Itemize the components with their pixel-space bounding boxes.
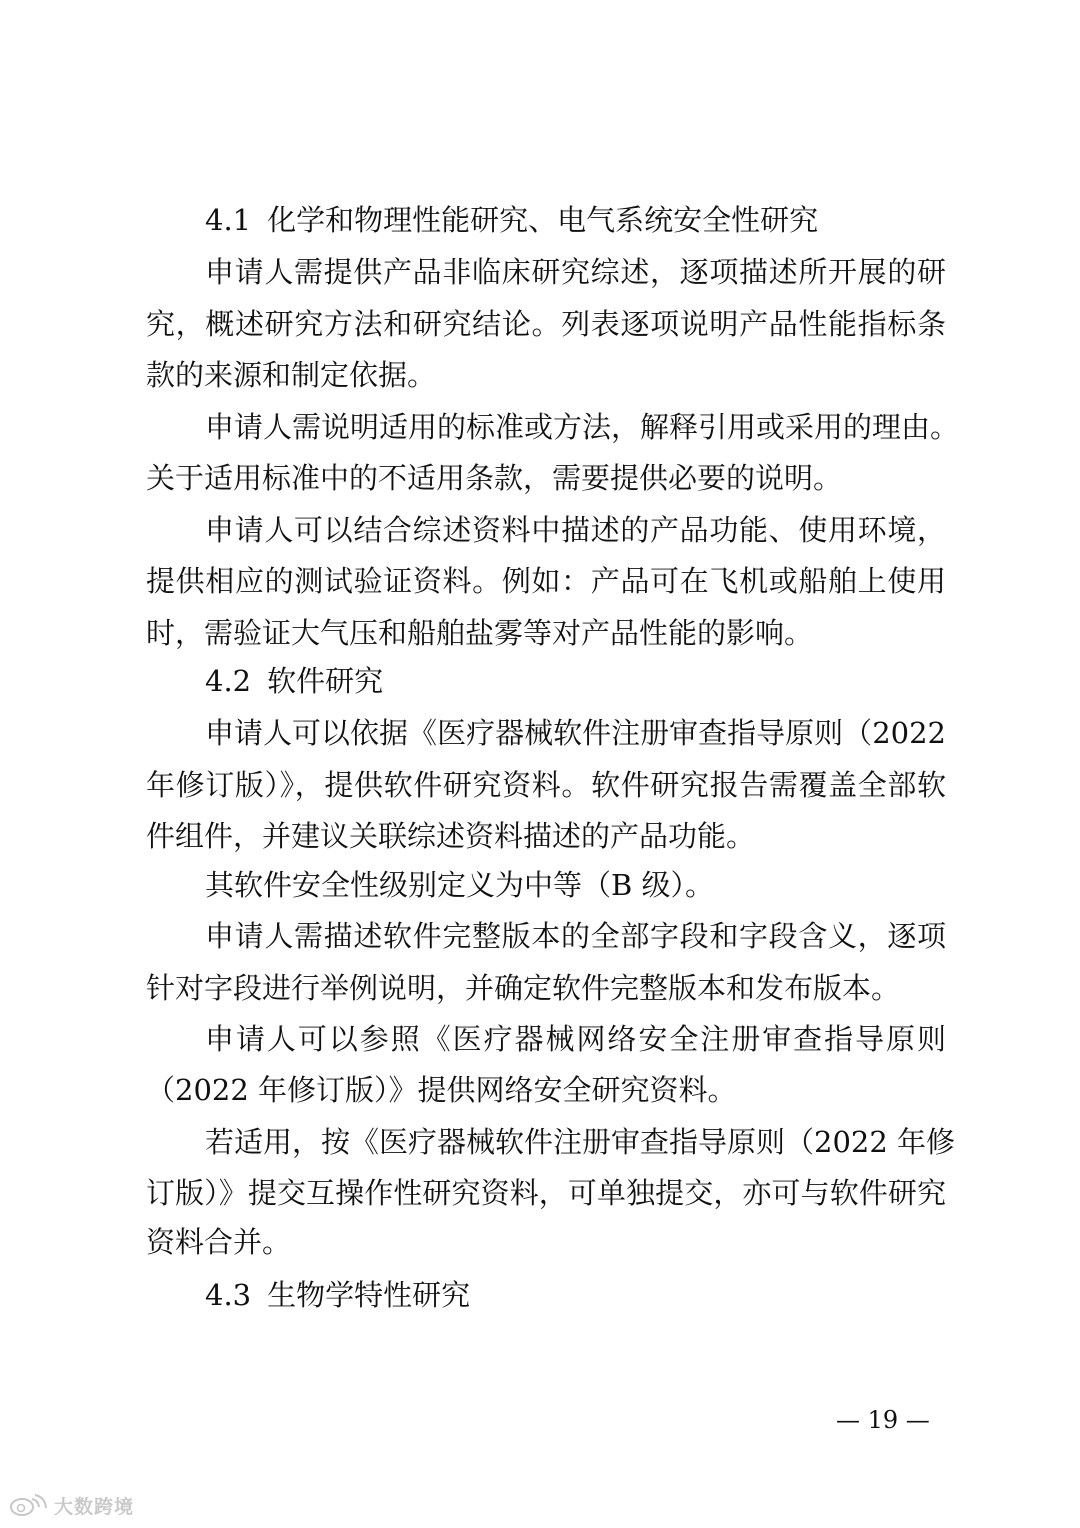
- section-number: 4.1: [205, 203, 252, 237]
- section-number: 4.3: [205, 1278, 252, 1312]
- paragraph-line: 其软件安全性级别定义为中等（B 级）。: [205, 868, 715, 902]
- paragraph-line: 针对字段进行举例说明，并确定软件完整版本和发布版本。: [146, 971, 901, 1005]
- paragraph-line: 件组件，并建议关联综述资料描述的产品功能。: [146, 819, 756, 853]
- paragraph-line: 提供相应的测试验证资料。例如：产品可在飞机或船舶上使用: [146, 564, 946, 598]
- section-number: 4.2: [205, 664, 252, 698]
- paragraph-line: 申请人需描述软件完整版本的全部字段和字段含义，逐项: [205, 919, 946, 953]
- paragraph-line: 资料合并。: [146, 1225, 292, 1259]
- paragraph-line: （2022 年修订版）》提供网络安全研究资料。: [146, 1073, 737, 1107]
- paragraph-line: 申请人需提供产品非临床研究综述，逐项描述所开展的研: [205, 255, 946, 289]
- paragraph-line: 关于适用标准中的不适用条款，需要提供必要的说明。: [146, 461, 843, 495]
- watermark-text: 大数跨境: [54, 1495, 135, 1518]
- paragraph-line: 年修订版）》，提供软件研究资料。软件研究报告需覆盖全部软: [146, 768, 946, 802]
- paragraph-line: 款的来源和制定依据。: [146, 358, 437, 392]
- paragraph-line: 时，需验证大气压和船舶盐雾等对产品性能的影响。: [146, 616, 814, 650]
- page-number: — 19 —: [836, 1406, 930, 1434]
- section-heading: [205, 1275, 470, 1315]
- paragraph-line: 申请人可以依据《医疗器械软件注册审查指导原则（2022: [205, 716, 946, 750]
- section-heading: [205, 200, 818, 240]
- paragraph-line: 申请人可以参照《医疗器械网络安全注册审查指导原则: [205, 1022, 946, 1056]
- paragraph-line: 若适用，按《医疗器械软件注册审查指导原则（2022 年修: [205, 1125, 956, 1159]
- paragraph-line: 订版）》提交互操作性研究资料，可单独提交，亦可与软件研究: [146, 1176, 946, 1210]
- watermark: [8, 1490, 134, 1520]
- section-title: 生物学特性研究: [267, 1278, 471, 1312]
- paragraph-line: 申请人可以结合综述资料中描述的产品功能、使用环境，: [205, 513, 946, 547]
- paragraph-line: 申请人需说明适用的标准或方法，解释引用或采用的理由。: [205, 410, 960, 444]
- weibo-logo-icon: [8, 1493, 48, 1517]
- section-title: 软件研究: [267, 664, 384, 698]
- paragraph-line: 究，概述研究方法和研究结论。列表逐项说明产品性能指标条: [146, 307, 946, 341]
- section-title: 化学和物理性能研究、电气系统安全性研究: [267, 203, 819, 237]
- section-heading: [205, 661, 383, 701]
